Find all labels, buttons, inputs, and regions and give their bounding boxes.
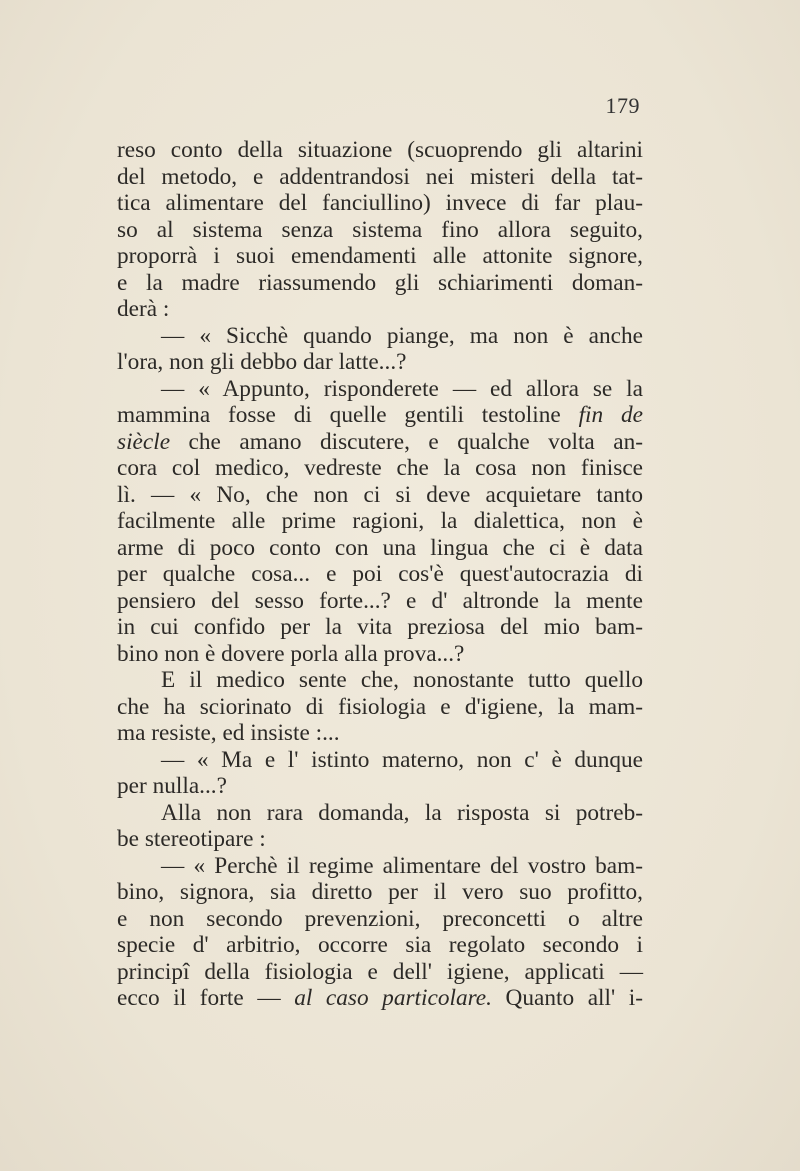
text-line: principî della fisiologia e dell' igiene, applicati — — [117, 958, 643, 985]
text-line: lì. — « No, che non ci si deve acquietare tanto — [117, 481, 643, 508]
text-line: tica alimentare del fanciullino) invece di far plau- — [117, 190, 643, 216]
text-line: — « Perchè il regime alimentare del vostro bam- — [161, 852, 643, 879]
text-line: — « Appunto, risponderete — ed allora se la — [161, 375, 643, 402]
text-line: in cui confido per la vita preziosa del mio bam- — [117, 614, 643, 640]
text-line: derà : — [117, 296, 170, 322]
text-line: e la madre riassumendo gli schiarimenti doman- — [117, 269, 643, 296]
text-line: be stereotipare : — [117, 826, 266, 852]
text-line: cora col medico, vedreste che la cosa non finisce — [117, 455, 643, 481]
text-line: Alla non rara domanda, la risposta si potreb- — [161, 799, 643, 826]
text-line — [117, 985, 643, 1012]
text-segment: Quanto all' i- — [491, 985, 643, 1011]
text-line: bino, signora, sia diretto per il vero suo profitto, — [117, 879, 643, 905]
page-number: 179 — [605, 93, 640, 118]
text-line: proporrà i suoi emendamenti alle attonite signore, — [117, 243, 643, 269]
text-line — [117, 402, 643, 429]
text-line: che ha sciorinato di fisiologia e d'igiene, la mam- — [117, 693, 643, 720]
text-segment: ecco il forte — — [117, 985, 295, 1011]
text-line: per qualche cosa... e poi cos'è quest'autocrazia di — [117, 561, 643, 587]
italic-text: al caso particolare. — [294, 985, 492, 1011]
text-line: bino non è dovere porla alla prova...? — [117, 640, 465, 667]
text-line: del metodo, e addentrandosi nei misteri della tat- — [117, 163, 643, 190]
text-line: e non secondo prevenzioni, preconcetti o altre — [117, 905, 643, 932]
text-line: specie d' arbitrio, occorre sia regolato secondo i — [117, 932, 643, 958]
text-line: pensiero del sesso forte...? e d' altronde la mente — [117, 587, 643, 614]
text-segment: mammina fosse di quelle gentili testoline — [117, 402, 579, 428]
body-text — [117, 137, 643, 1012]
text-line: — « Sicchè quando piange, ma non è anche — [161, 322, 643, 349]
text-line: arme di poco conto con una lingua che ci è data — [117, 534, 643, 561]
italic-text: siècle — [117, 428, 171, 455]
text-line — [117, 429, 643, 456]
text-segment: che amano discutere, e qualche volta an- — [170, 428, 643, 455]
text-line: ma resiste, ed insiste :... — [117, 720, 340, 746]
text-line: facilmente alle prime ragioni, la dialettica, non è — [117, 508, 643, 534]
text-line: — « Ma e l' istinto materno, non c' è dunque — [161, 746, 643, 773]
text-line: reso conto della situazione (scuoprendo gli altarini — [117, 137, 643, 163]
text-line: so al sistema senza sistema fino allora seguito, — [117, 216, 643, 243]
italic-text: fin de — [578, 402, 643, 428]
text-line: per nulla...? — [117, 773, 227, 799]
text-line: l'ora, non gli debbo dar latte...? — [117, 349, 407, 375]
text-line: E il medico sente che, nonostante tutto quello — [161, 667, 643, 693]
